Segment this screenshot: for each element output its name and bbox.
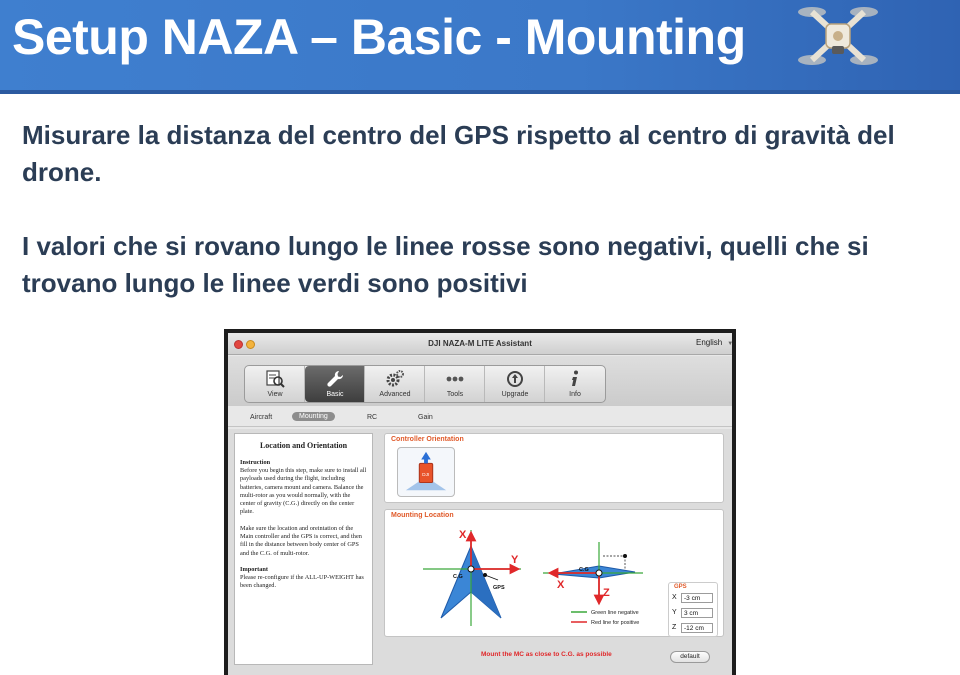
- chevron-down-icon: ▼: [727, 341, 734, 347]
- toolbar-tools-label: Tools: [446, 391, 464, 398]
- toolbar-tools-button[interactable]: [425, 366, 485, 402]
- instructions-title: Location and Orientation: [259, 441, 348, 450]
- info-icon: [565, 369, 585, 389]
- gps-z-input[interactable]: -12 cm: [681, 623, 713, 633]
- diagram-x-label-top: X: [459, 529, 467, 541]
- gps-z-name: Z: [672, 624, 677, 631]
- window-titlebar: [228, 333, 732, 355]
- important-heading: Important: [240, 565, 268, 573]
- naza-assistant-window: [224, 329, 736, 675]
- instruction-paragraph-1: Misurare la distanza del centro del GPS rispetto al centro di gravità del drone.: [22, 120, 895, 187]
- controller-orientation-title: Controller Orientation: [391, 436, 464, 443]
- important-text: Please re-configure if the ALL-UP-WEIGHT has been changed.: [240, 573, 364, 590]
- diagram-y-label-top: Y: [511, 554, 519, 566]
- window-title: DJI NAZA-M LITE Assistant: [428, 339, 532, 348]
- main-toolbar: [244, 365, 606, 403]
- diagram-z-label-side: Z: [603, 587, 610, 599]
- gps-y-input[interactable]: 3 cm: [681, 608, 713, 618]
- toolbar-view-label: View: [267, 391, 283, 398]
- subtab-gain[interactable]: Gain: [418, 414, 433, 421]
- content-area: [228, 429, 732, 675]
- language-select[interactable]: [696, 338, 733, 347]
- instruction-paragraph-2: I valori che si rovano lungo le linee rosse sono negativi, quelli che si trovano lungo le linee verdi sono positivi: [22, 231, 869, 298]
- legend-red-text: Red line for positive: [591, 620, 640, 626]
- gps-x-input[interactable]: -3 cm: [681, 593, 713, 603]
- toolbar-upgrade-label: Upgrade: [501, 391, 529, 398]
- toolbar-info-label: Info: [569, 391, 581, 398]
- gps-offset-box: [668, 582, 718, 637]
- subtabs: [228, 411, 732, 427]
- mount-note: Mount the MC as close to C.G. as possible: [481, 651, 612, 658]
- toolbar-basic-label: Basic: [326, 391, 344, 398]
- top-view-aircraft: [423, 530, 521, 626]
- controller-orientation-panel: [384, 433, 724, 503]
- toolbar-advanced-button[interactable]: [365, 366, 425, 402]
- diagram-cg-label-top: C.G: [453, 574, 463, 580]
- slide-title: Setup NAZA – Basic - Mounting: [12, 9, 746, 65]
- view-icon: [265, 369, 285, 389]
- subtab-aircraft[interactable]: Aircraft: [250, 414, 273, 421]
- diagram-gps-label-top: GPS: [493, 585, 505, 591]
- mounting-location-title: Mounting Location: [391, 512, 454, 519]
- default-button[interactable]: default: [670, 651, 710, 663]
- instruction-text-2: Make sure the location and oreintation of the Main controller and the GPS is correct, and then fill in the distance between body center of GPS and the C.G. of multi-rotor.: [240, 524, 362, 557]
- legend-green-text: Green line negative: [591, 610, 639, 616]
- toolbar-basic-button[interactable]: [305, 366, 365, 402]
- side-view-aircraft: [543, 542, 643, 604]
- gps-y-name: Y: [672, 609, 677, 616]
- drone-logo-icon: [798, 0, 878, 72]
- gps-x-name: X: [672, 594, 677, 601]
- instructions-panel: [234, 433, 373, 665]
- toolbar-info-button[interactable]: [545, 366, 605, 402]
- language-value: English: [696, 338, 723, 347]
- gears-icon: [385, 369, 405, 389]
- instruction-heading: Instruction: [240, 459, 271, 466]
- upgrade-icon: [505, 369, 525, 389]
- instruction-text-1: Before you begin this step, make sure to install all payloads used during the flight, including batteries, camera mount and camera. Balance the multi-rotor as you would normally, with the center of gravity (C.G.) directly on the center plate.: [240, 467, 367, 516]
- toolbar-advanced-label: Advanced: [379, 391, 411, 398]
- wrench-icon: [325, 369, 345, 389]
- diagram-cg-label-side: C.G: [579, 567, 589, 573]
- toolbar-upgrade-button[interactable]: [485, 366, 545, 402]
- subtab-rc[interactable]: RC: [367, 414, 378, 421]
- controller-orientation-option[interactable]: [397, 447, 455, 497]
- toolbar-view-button[interactable]: [245, 366, 305, 402]
- diagram-x-label-side: X: [557, 579, 565, 591]
- subtab-mounting[interactable]: Mounting: [292, 412, 335, 421]
- dots-icon: [445, 369, 465, 389]
- svg-text:DJI: DJI: [422, 472, 430, 478]
- gps-title: GPS: [674, 584, 687, 590]
